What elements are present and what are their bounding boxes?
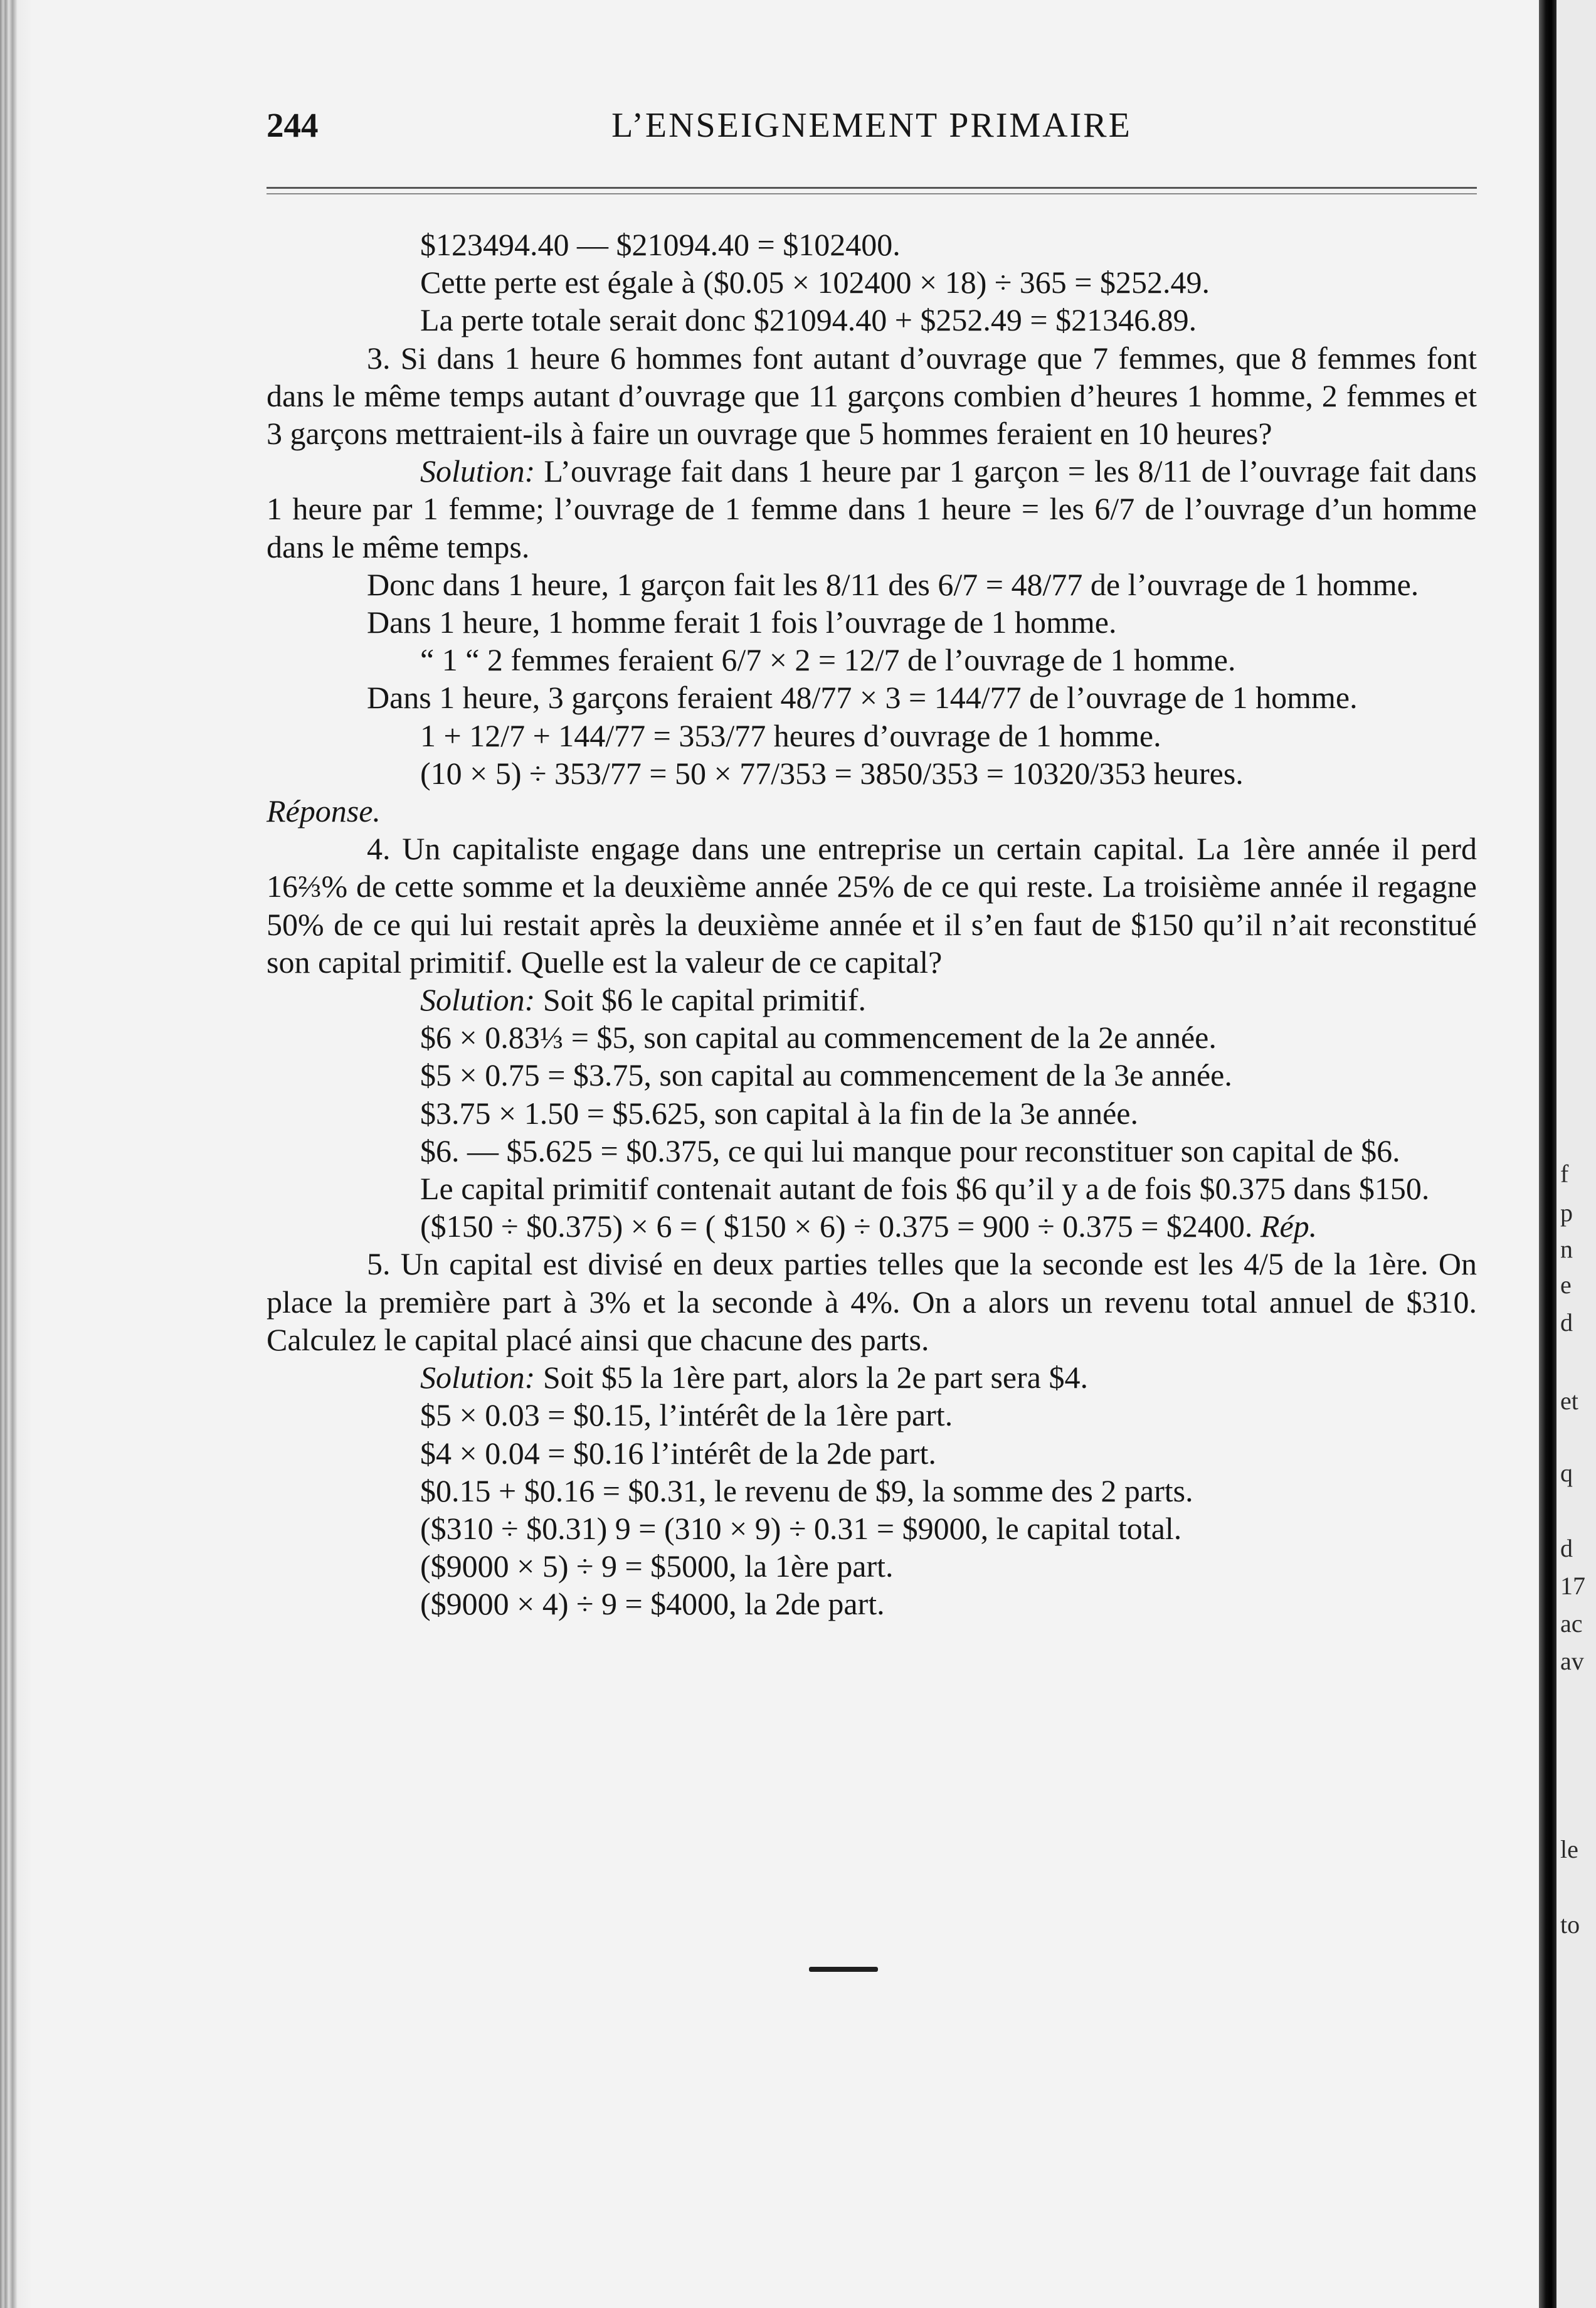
text-line: Le capital primitif contenait autant de fois $6 qu’il y a de fois $0.375 dans $150. [420,1171,1430,1207]
problem-5: 5. Un capital est divisé en deux parties telles que la seconde est les 4/5 de la 1ère. On place la première part à 3% et la seconde à 4%. On a alors un revenu total annuel de $310. Calculez le capital placé ainsi que chacune des parts. [267,1246,1477,1357]
text-line: $0.15 + $0.16 = $0.31, le revenu de $9, la somme des 2 parts. [420,1473,1193,1508]
solution-text: L’ouvrage fait dans 1 heure par 1 garçon = les 8/11 de l’ouvrage fait dans 1 heure par 1 femme; l’ouvrage de 1 femme dans 1 heure = les 6/7 de l’ouvrage d’un homme dans le même temps. [267,453,1477,564]
facing-fragment: q [1560,1459,1573,1487]
solution-4 [267,981,1477,1019]
facing-fragment: n [1560,1235,1573,1263]
text-line: $123494.40 — $21094.40 = $102400. [420,227,901,262]
facing-fragment: f [1560,1160,1569,1188]
text-line: Dans 1 heure, 1 homme ferait 1 fois l’ouvrage de 1 homme. [367,605,1117,640]
facing-page-strip [1556,0,1596,2308]
text-line: “ 1 “ 2 femmes feraient 6/7 × 2 = 12/7 de l’ouvrage de 1 homme. [420,642,1236,678]
solution-label: Solution: [420,1360,536,1395]
text-line: La perte totale serait donc $21094.40 + $252.49 = $21346.89. [420,302,1197,338]
text-line: Dans 1 heure, 3 garçons feraient 48/77 × 3 = 144/77 de l’ouvrage de 1 homme. [367,680,1358,716]
solution-5 [267,1358,1477,1396]
facing-fragment: et [1560,1387,1578,1415]
facing-fragment: d [1560,1534,1573,1562]
equation: ($150 ÷ $0.375) × 6 = ( $150 × 6) ÷ 0.375 = 900 ÷ 0.375 = $2400. [420,1209,1253,1244]
facing-fragment: d [1560,1308,1573,1337]
answer-label: Réponse. [267,793,381,829]
facing-fragment: 17 [1560,1572,1585,1600]
text-line: ($310 ÷ $0.31) 9 = (310 × 9) ÷ 0.31 = $9000, le capital total. [420,1510,1182,1546]
text-line: $5 × 0.75 = $3.75, son capital au commencement de la 3e année. [420,1057,1232,1093]
problem-3: 3. Si dans 1 heure 6 hommes font autant d’ouvrage que 7 femmes, que 8 femmes font dans le même temps autant d’ouvrage que 11 garçons combien d’heures 1 homme, 2 femmes et 3 garçons mettraient-ils à faire un ouvrage que 5 hommes feraient en 10 heures? [267,340,1477,452]
text-line: $6 × 0.83⅓ = $5, son capital au commencement de la 2e année. [420,1020,1217,1056]
text-line: 1 + 12/7 + 144/77 = 353/77 heures d’ouvrage de 1 homme. [420,717,1161,753]
page-header [267,105,1477,149]
scan-left-edge [0,0,31,2308]
tail-ornament [809,1967,878,1972]
text-line: (10 × 5) ÷ 353/77 = 50 × 77/353 = 3850/353 = 10320/353 heures. [420,755,1244,791]
text-line: $3.75 × 1.50 = $5.625, son capital à la fin de la 3e année. [420,1095,1138,1131]
text-line: Donc dans 1 heure, 1 garçon fait les 8/11 des 6/7 = 48/77 de l’ouvrage de 1 homme. [367,566,1419,602]
text-line [267,1207,1477,1245]
solution-3 [267,452,1477,566]
running-title: L’ENSEIGNEMENT PRIMAIRE [611,106,1132,145]
answer-label: Rép. [1260,1209,1318,1244]
text-line: $6. — $5.625 = $0.375, ce qui lui manque pour reconstituer son capital de $6. [420,1133,1400,1168]
facing-fragment: av [1560,1647,1584,1675]
facing-fragment: p [1560,1199,1573,1227]
problem-4: 4. Un capitaliste engage dans une entreprise un certain capital. La 1ère année il perd 16⅔% de cette somme et la deuxième année 25% de ce qui reste. La troisième année il regagne 50% de ce qui lui restait après la deuxième année et il s’en faut de $150 qu’il n’ait reconstitué son capital primitif. Quelle est la valeur de ce capital? [267,831,1477,980]
text-line: ($9000 × 5) ÷ 9 = $5000, la 1ère part. [420,1548,894,1584]
solution-text: Soit $6 le capital primitif. [542,982,867,1018]
facing-fragment: ac [1560,1609,1583,1638]
text-line: $5 × 0.03 = $0.15, l’intérêt de la 1ère part. [420,1397,953,1433]
page-number: 244 [267,106,319,144]
text-line: Cette perte est égale à ($0.05 × 102400 × 18) ÷ 365 = $252.49. [420,265,1210,300]
solution-text: Soit $5 la 1ère part, alors la 2e part sera $4. [542,1360,1088,1395]
book-binding [1539,0,1556,2308]
facing-fragment: e [1560,1271,1572,1299]
facing-fragment: to [1560,1910,1580,1939]
text-line: $4 × 0.04 = $0.16 l’intérêt de la 2de part. [420,1435,936,1471]
solution-label: Solution: [420,982,536,1018]
facing-fragment: le [1560,1835,1578,1863]
body-text [267,226,1477,1623]
header-rule [267,187,1477,194]
solution-label: Solution: [420,453,536,489]
text-line: ($9000 × 4) ÷ 9 = $4000, la 2de part. [420,1586,885,1622]
